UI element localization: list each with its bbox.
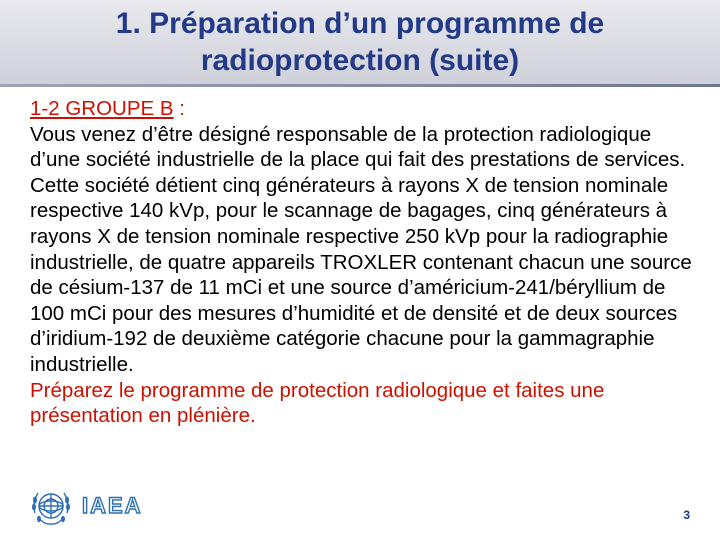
section-heading-label: 1-2 GROUPE B [30, 97, 174, 120]
instruction-paragraph: Préparez le programme de protection radiologique et faites une présentation en plénière. [30, 378, 605, 428]
scenario-paragraph: Vous venez d’être désigné responsable de la protection radiologique d’une société industrielle de la place qui fait des prestations de services. Cette société détient cinq générateurs à rayons X de tension nominale respective 140 kVp, pour le scannage de bagages, cinq générateurs à rayons X de tension nominale respective 250 kVp pour la radiographie industrielle, de quatre appareils TROXLER contenant chacun une source de césium-137 de 11 mCi et une source d’américium-241/béryllium de 100 mCi pour des mesures d’humidité et de densité et de deux sources d’iridium-192 de deuxième catégorie chacune pour la gammagraphie industrielle. [30, 122, 692, 376]
slide-title-line-1: 1. Préparation d’un programme de [115, 7, 605, 40]
title-divider [0, 84, 720, 87]
slide-title [0, 0, 720, 84]
section-heading [30, 96, 694, 122]
slide-body [30, 96, 694, 429]
slide-title-line-2: radioprotection (suite) [200, 44, 520, 77]
iaea-logo-text: IAEA [82, 493, 143, 518]
un-emblem-icon [26, 481, 76, 531]
page-number: 3 [683, 508, 690, 522]
section-heading-colon: : [173, 97, 185, 120]
iaea-logo [26, 480, 143, 532]
